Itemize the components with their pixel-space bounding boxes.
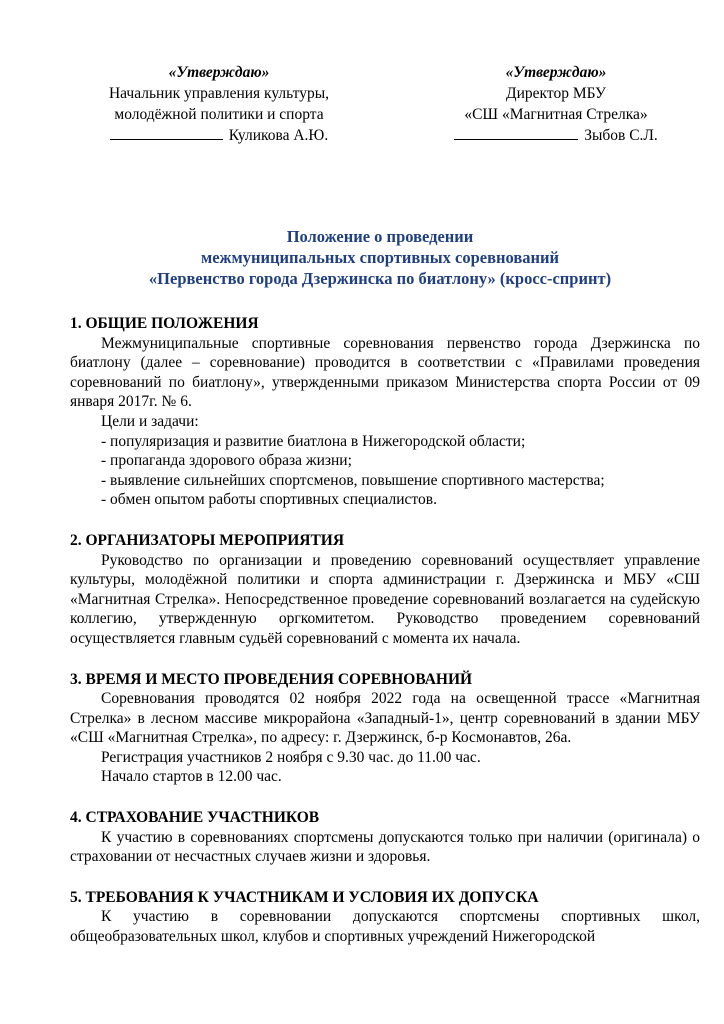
section-general-provisions [70,314,700,510]
goal-item: - выявление сильнейших спортсменов, повышение спортивного мастерства; [101,471,605,489]
goals-label: Цели и задачи: [101,412,199,430]
section-paragraph: Руководство по организации и проведению соревнований осуществляет управление культуры, молодёжной политики и спорта администрации г. Дзержинска и МБУ «СШ «Магнитная Стрелка». Непосредственное проведение соревнований возлагается на судейскую коллегию, утвержденную оргкомитетом. Руководство проведением соревнований осуществляется главным судьёй соревнований с момента их начала. [70,551,700,647]
section-paragraph: К участию в соревнованиях спортсмены допускаются только при наличии (оригинала) о страховании от несчастных случаев жизни и здоровья. [70,828,700,866]
signature-line [110,125,223,140]
start-time: Начало стартов в 12.00 час. [101,768,282,786]
section-organizers [70,531,700,649]
section-paragraph: Межмуниципальные спортивные соревнования первенство города Дзержинска по биатлону (далее – соревнование) проводится в соответствии с «Правилами проведения соревнований по биатлону», утвержденными приказом Министерства спорта России от 09 января 2017г. № 6. [70,334,700,411]
approval-signature-row [78,125,360,146]
section-paragraph: Соревнования проводятся 02 ноября 2022 года на освещенной трассе «Магнитная Стрелка» в лесном массиве микрорайона «Западный-1», центр соревнований в здании МБУ «СШ «Магнитная Стрелка», по адресу: г. Дзержинск, б-р Космонавтов, 26а. [70,690,700,747]
signature-line [454,125,578,140]
approval-block-left [78,62,360,146]
approval-signer-name: Куликова А.Ю. [228,127,329,144]
section-heading: 5. ТРЕБОВАНИЯ К УЧАСТНИКАМ И УСЛОВИЯ ИХ ДОПУСКА [70,888,539,906]
section-insurance [70,808,700,867]
goal-item: - популяризация и развитие биатлона в Нижегородской области; [101,432,526,450]
section-time-place [70,670,700,788]
section-paragraph: К участию в соревновании допускаются спортсмены спортивных школ, общеобразовательных школ, клубов и спортивных учреждений Нижегородской [70,908,700,946]
approval-signature-row [440,125,672,146]
approval-position-line: «СШ «Магнитная Стрелка» [464,106,648,123]
registration-time: Регистрация участников 2 ноября с 9.30 час. до 11.00 час. [101,748,481,766]
approval-block-right [440,62,672,146]
goal-item: - обмен опытом работы спортивных специалистов. [101,491,437,509]
approval-signer-name: Зыбов С.Л. [584,127,658,144]
document-title [78,226,682,289]
title-line: Положение о проведении [286,227,474,246]
title-line: «Первенство города Дзержинска по биатлону» (кросс-спринт) [148,269,612,288]
approval-heading: «Утверждаю» [168,64,270,81]
title-line: межмуниципальных спортивных соревнований [200,248,560,267]
section-participant-requirements [70,888,700,947]
approval-position-line: Директор МБУ [506,85,606,102]
approval-heading: «Утверждаю» [505,64,607,81]
section-heading: 3. ВРЕМЯ И МЕСТО ПРОВЕДЕНИЯ СОРЕВНОВАНИЙ [70,670,473,688]
document-body [70,314,700,947]
approval-position-line: Начальник управления культуры, [108,85,329,102]
section-heading: 4. СТРАХОВАНИЕ УЧАСТНИКОВ [70,809,320,827]
section-heading: 1. ОБЩИЕ ПОЛОЖЕНИЯ [70,315,259,332]
section-heading: 2. ОРГАНИЗАТОРЫ МЕРОПРИЯТИЯ [70,531,345,549]
goal-item: - пропаганда здорового образа жизни; [101,452,352,470]
approval-position-line: молодёжной политики и спорта [114,106,324,123]
